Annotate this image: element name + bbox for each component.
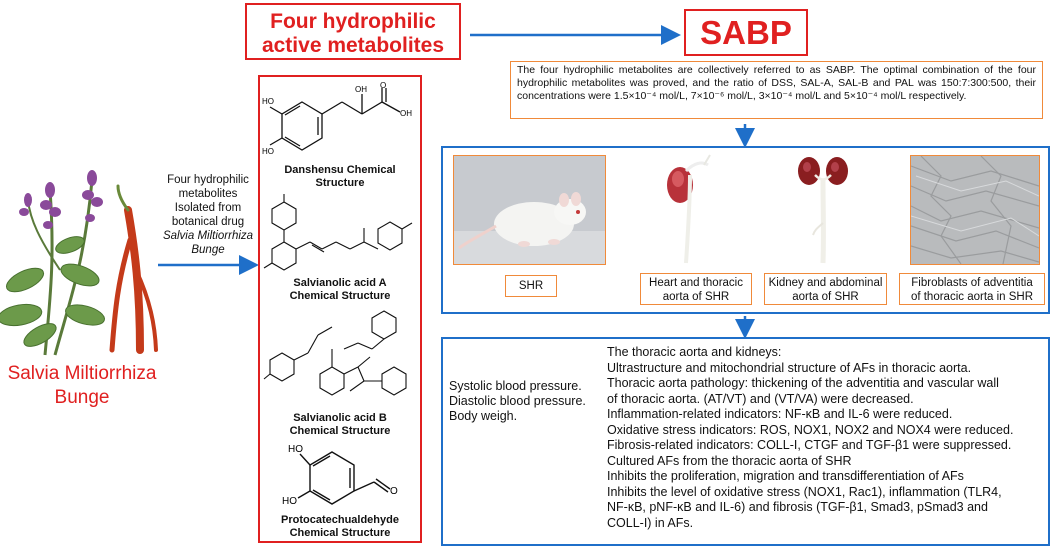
result-line: Oxidative stress indicators: ROS, NOX1, NOX2 and NOX4 were reduced. — [607, 422, 1014, 437]
rat-photo-icon — [454, 156, 605, 264]
caption-line: Chemical Structure — [289, 425, 391, 437]
metabolites-title-box — [245, 3, 461, 60]
result-line: COLL-I) in AFs. — [607, 515, 694, 530]
fibroblast-micrograph — [910, 155, 1040, 265]
rat-photo — [453, 155, 606, 265]
caption-line: Heart and thoracic — [649, 277, 743, 289]
result-line: Systolic blood pressure. — [449, 379, 582, 393]
isolation-note-line: Bunge — [191, 244, 225, 256]
caption-line: Fibroblasts of adventitia — [911, 277, 1033, 289]
protocatechualdehyde-caption — [262, 514, 418, 540]
results-tissue-findings — [607, 345, 1047, 531]
result-line: of thoracic aorta. (AT/VT) and (VT/VA) were decreased. — [607, 391, 914, 406]
metabolites-title: Four hydrophilic active metabolites — [261, 10, 445, 57]
fibroblast-caption-box — [899, 273, 1045, 305]
result-line: Fibrosis-related indicators: COLL-I, CTGF and TGF-β1 were suppressed. — [607, 438, 1012, 452]
heart-aorta-photo-icon — [660, 153, 720, 265]
result-line: NF-κB, pNF-κB and IL-6) and fibrosis (TGF-β1, Smad3, pSmad3 and — [607, 500, 988, 514]
salvia-plant-icon — [0, 150, 160, 360]
sabp-title-box — [684, 9, 808, 56]
caption-line: Chemical Structure — [289, 290, 391, 302]
atom-label: HO — [282, 496, 297, 507]
caption-line: Chemical Structure — [289, 527, 391, 539]
isolation-note-line: botanical drug — [171, 216, 245, 228]
plant-name-line2: Bunge — [54, 387, 110, 408]
caption-line: of thoracic aorta in SHR — [910, 291, 1034, 303]
results-blood-pressure — [449, 379, 599, 424]
result-line: Thoracic aorta pathology: thickening of the adventitia and vascular wall — [607, 376, 999, 390]
salvianolic-acid-a-caption — [262, 277, 418, 303]
atom-label: HO — [288, 444, 303, 455]
plant-name-line1: Salvia Miltiorrhiza — [7, 363, 157, 384]
heart-aorta-photo — [660, 153, 720, 265]
salvianolic-acid-b-caption — [262, 412, 418, 438]
salvianolic-acid-a-structure — [262, 192, 418, 276]
sabp-title: SABP — [700, 14, 792, 51]
caption-line: Kidney and abdominal — [768, 277, 883, 289]
result-line: Inhibits the proliferation, migration and transdifferentiation of AFs — [607, 469, 964, 483]
atom-label: O — [380, 82, 387, 90]
sabp-description: The four hydrophilic metabolites are collectively referred to as SABP. The optimal combination of the four hydrophilic metabolites was proved, and the ratio of DSS, SAL-A, SAL-B and PAL was 150:7:300:500, their concentrations were 1.5×10⁻⁴ mol/L, 7×10⁻⁶ mol/L, 3×10⁻⁴ mol/L and 5×10⁻⁴ mol/L respectively. — [517, 64, 1036, 102]
atom-label: HO — [262, 147, 274, 156]
caption-line: Structure — [315, 177, 365, 189]
result-line: Inhibits the level of oxidative stress (NOX1, Rac1), inflammation (TLR4, — [607, 484, 1002, 499]
result-line: Diastolic blood pressure. — [449, 394, 586, 408]
result-line: Body weigh. — [449, 409, 518, 423]
isolation-note-line: metabolites — [178, 188, 238, 200]
sabp-description-box — [510, 61, 1043, 119]
caption-line: Salvianolic acid A — [293, 277, 387, 289]
isolation-note — [158, 173, 258, 257]
fibroblast-micrograph-icon — [911, 156, 1039, 264]
atom-label: O — [390, 486, 398, 497]
protocatechualdehyde-structure — [262, 440, 418, 512]
kidney-aorta-photo — [793, 153, 853, 265]
atom-label: OH — [400, 109, 412, 118]
isolation-note-line: Isolated from — [174, 202, 242, 214]
caption-line: Protocatechualdehyde — [281, 514, 399, 526]
danshensu-structure — [262, 82, 418, 164]
result-line: Cultured AFs from the thoracic aorta of SHR — [607, 453, 852, 468]
caption-line: aorta of SHR — [792, 291, 859, 303]
heart-caption-box — [640, 273, 752, 305]
salvianolic-acid-b-structure — [262, 305, 418, 403]
caption-line: aorta of SHR — [662, 291, 730, 303]
rat-caption-box — [505, 275, 557, 297]
kidney-aorta-photo-icon — [793, 153, 853, 265]
danshensu-caption — [262, 164, 418, 190]
atom-label: HO — [262, 97, 274, 106]
atom-label: OH — [355, 85, 367, 94]
isolation-note-line: Salvia Miltiorrhiza — [162, 230, 254, 242]
caption-line: Danshensu Chemical — [284, 164, 396, 176]
rat-caption: SHR — [518, 280, 544, 292]
result-line: Ultrastructure and mitochondrial structure of AFs in thoracic aorta. — [607, 360, 972, 375]
isolation-note-line: Four hydrophilic — [167, 174, 249, 186]
caption-line: Salvianolic acid B — [293, 412, 387, 424]
result-line: Inflammation-related indicators: NF-κB and IL-6 were reduced. — [607, 407, 953, 421]
plant-name — [0, 362, 164, 410]
kidney-caption-box — [764, 273, 887, 305]
result-line: The thoracic aorta and kidneys: — [607, 345, 782, 359]
